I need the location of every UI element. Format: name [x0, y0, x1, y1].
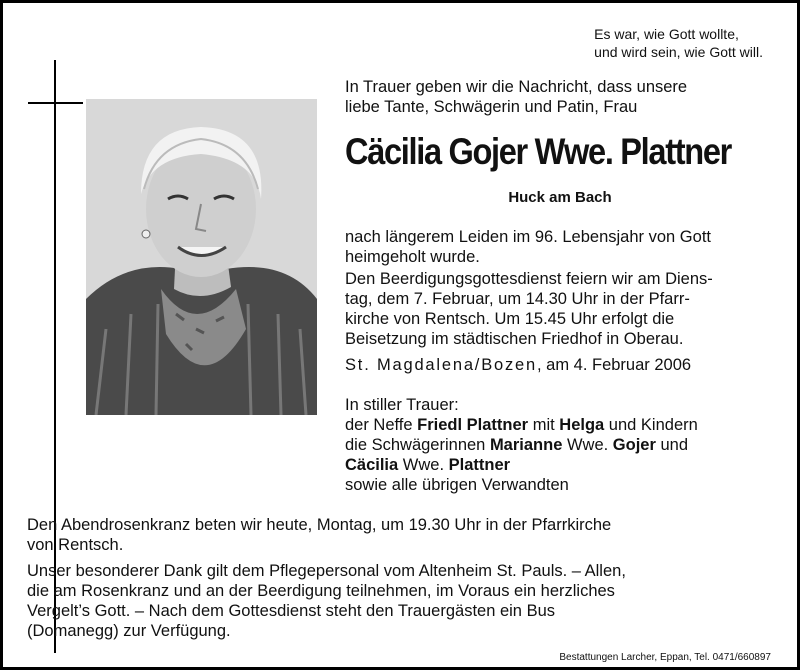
thanks-line: die am Rosenkranz und an der Beerdigung teilnehmen, im Voraus ein herzliches — [27, 582, 615, 600]
cross-icon-bar — [28, 102, 83, 104]
funeral-line: tag, dem 7. Februar, um 14.30 Uhr in der Pfarr- — [345, 290, 690, 308]
mourner-text: und Kindern — [604, 416, 698, 434]
mourner-line — [345, 435, 775, 455]
mourner-name: Friedl Plattner — [417, 416, 529, 434]
mourner-text: der Neffe — [345, 416, 418, 434]
funeral-line: Den Beerdigungsgottesdienst feiern wir am Diens- — [345, 270, 713, 288]
intro-text — [345, 77, 775, 117]
motto-line: Es war, wie Gott wollte, — [594, 26, 739, 42]
undertaker-credit: Bestattungen Larcher, Eppan, Tel. 0471/660897 — [559, 652, 771, 663]
portrait-photo — [86, 99, 317, 415]
mourner-text: Wwe. — [562, 436, 613, 454]
deceased-place: Huck am Bach — [508, 189, 612, 206]
mourner-name: Gojer — [612, 436, 656, 454]
rosary-text — [27, 515, 779, 555]
mourner-name: Plattner — [448, 456, 511, 474]
dateline-place: St. Magdalena/Bozen — [345, 356, 537, 374]
passing-line: heimgeholt wurde. — [345, 248, 480, 266]
thanks-line: Vergelt’s Gott. – Nach dem Gottesdienst steht den Trauergästen ein Bus — [27, 602, 555, 620]
mourner-text: mit — [528, 416, 560, 434]
mourner-name: Marianne — [489, 436, 563, 454]
mourner-text: die Schwägerinnen — [345, 436, 490, 454]
rosary-line: von Rentsch. — [27, 536, 124, 554]
mourner-text: Wwe. — [398, 456, 449, 474]
mourners-heading: In stiller Trauer: — [345, 396, 459, 414]
mourner-text: und — [655, 436, 689, 454]
dateline — [345, 355, 775, 375]
funeral-line: Beisetzung im städtischen Friedhof in Oberau. — [345, 330, 684, 348]
thanks-line: Unser besonderer Dank gilt dem Pflegepersonal vom Altenheim St. Pauls. – Allen, — [27, 562, 626, 580]
portrait-illustration — [86, 99, 317, 415]
thanks-text — [27, 561, 779, 641]
funeral-text — [345, 269, 775, 349]
mourners-block — [345, 395, 775, 495]
rosary-line: Den Abendrosenkranz beten wir heute, Montag, um 19.30 Uhr in der Pfarrkirche — [27, 516, 612, 534]
passing-line: nach längerem Leiden im 96. Lebensjahr von Gott — [345, 228, 711, 246]
thanks-line: (Domanegg) zur Verfügung. — [27, 622, 231, 640]
passing-text — [345, 227, 775, 267]
mourner-line: sowie alle übrigen Verwandten — [345, 476, 569, 494]
mourner-name: Helga — [559, 416, 605, 434]
funeral-line: kirche von Rentsch. Um 15.45 Uhr erfolgt die — [345, 310, 675, 328]
mourner-line — [345, 455, 775, 475]
intro-line: liebe Tante, Schwägerin und Patin, Frau — [345, 98, 638, 116]
dateline-date: , am 4. Februar 2006 — [536, 356, 692, 374]
intro-line: In Trauer geben wir die Nachricht, dass unsere — [345, 78, 688, 96]
mourner-line — [345, 415, 775, 435]
motto — [594, 25, 763, 61]
mourner-name: Cäcilia — [345, 456, 399, 474]
deceased-name: Cäcilia Gojer Wwe. Plattner — [345, 131, 731, 172]
motto-line: und wird sein, wie Gott will. — [594, 44, 763, 60]
